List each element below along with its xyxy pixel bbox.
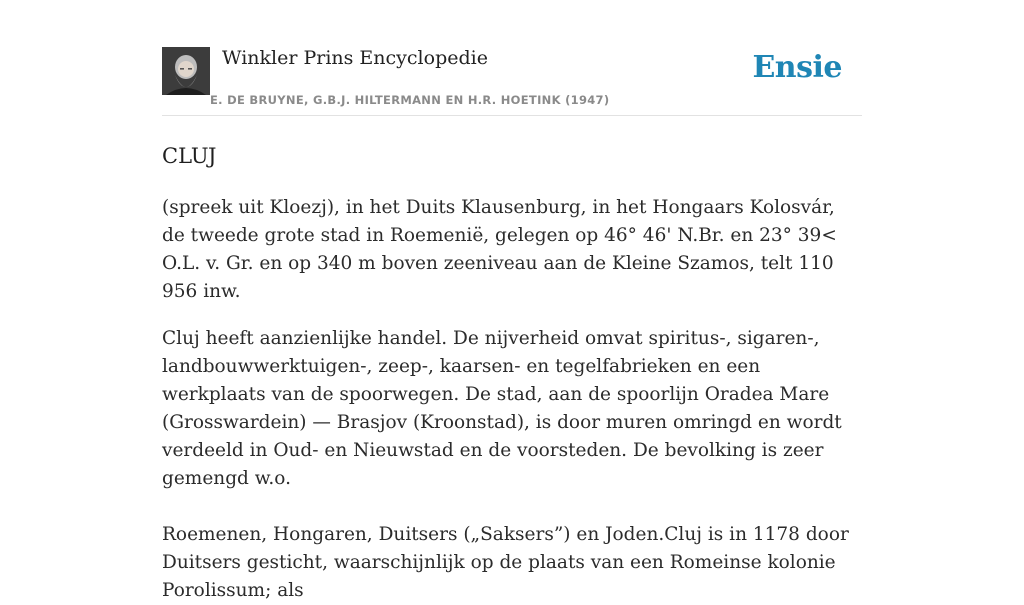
entry-paragraph: (spreek uit Kloezj), in het Duits Klausenburg, in het Hongaars Kolosvár, de tweede grote stad in Roemenië, gelegen op 46° 46' N.Br. en 23° 39< O.L. v. Gr. en op 340 m boven zeeniveau aan de Kleine Szamos, telt 110 956 inw. bbox=[162, 197, 837, 302]
entry-paragraph: Cluj heeft aanzienlijke handel. De nijverheid omvat spiritus-, sigaren-, landbouwwerktuigen-, zeep-, kaarsen- en tegelfabrieken en een werkplaats van de spoorwegen. De stad, aan de spoorlijn Oradea Mare (Grosswardein) — Brasjov (Kroonstad), is door muren omringd en wordt verdeeld in Oud- en Nieuwstad en de voorsteden. De bevolking is zeer gemengd w.o. bbox=[162, 328, 842, 489]
source-header bbox=[162, 46, 862, 116]
author-portrait-icon bbox=[162, 47, 210, 95]
entry-paragraph: Roemenen, Hongaren, Duitsers („Saksers”) en Joden.Cluj is in 1178 door Duitsers gesticht, waarschijnlijk op de plaats van een Romeinse kolonie Porolissum; als bbox=[162, 524, 849, 601]
source-title[interactable]: Winkler Prins Encyclopedie bbox=[222, 47, 488, 69]
article bbox=[162, 144, 862, 605]
source-authors: E. DE BRUYNE, G.B.J. HILTERMANN EN H.R. HOETINK (1947) bbox=[210, 93, 610, 107]
ensie-logo-link[interactable]: Ensie bbox=[752, 50, 842, 85]
entry-title: CLUJ bbox=[162, 144, 217, 168]
page bbox=[162, 0, 862, 605]
author-avatar bbox=[162, 47, 210, 95]
